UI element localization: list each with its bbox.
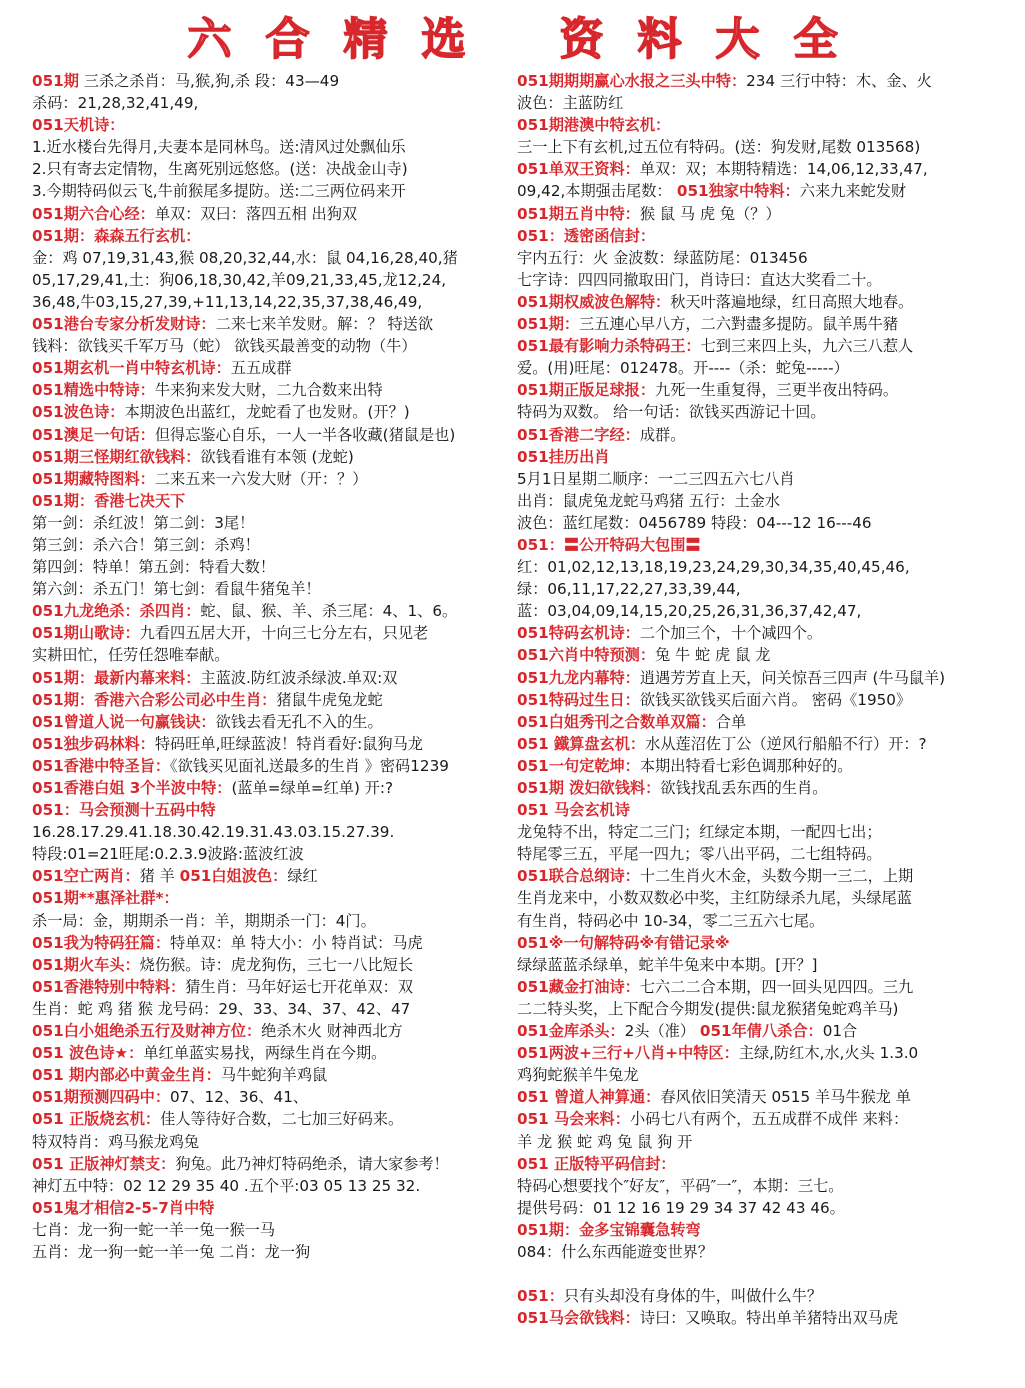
entry-heading: 051我为特码狂篇： [32,933,171,952]
title-char: 精 [343,14,388,65]
entry-heading: 051 曾道人神算通： [517,1088,661,1107]
text-line [32,225,527,247]
text-line [32,203,527,225]
entry-heading: 051期：金多宝锦囊急转弯 [517,1220,701,1239]
entry-text: 宇内五行：火 金波数：绿蓝防尾：013456 [517,248,808,267]
entry-text: 单红单蓝实易找，两绿生肖在今期。 [143,1044,387,1063]
entry-text: 合单 [715,712,747,731]
entry-heading: 051白小姐绝杀五行及财神方位： [32,1022,262,1041]
entry-heading: 051两波+三行+八肖+中特区： [517,1044,739,1063]
text-line [32,843,527,865]
entry-heading: 051：〓公开特码大包围〓 [517,535,701,554]
text-line [32,92,527,114]
entry-heading: 051期 泼妇欲钱料： [517,779,661,797]
title-char: 全 [793,14,838,65]
entry-text: 金：鸡 07,19,31,43,猴 08,20,32,44,水：鼠 04,16,28,40,猪 [32,248,458,267]
entry-text: 五肖：龙一狗一蛇一羊一兔 二肖：龙一狗 [32,1242,311,1261]
text-line [32,269,527,291]
entry-heading: 051 期内部必中黄金生肖： [32,1066,221,1085]
text-line [517,667,1012,689]
entry-heading: 051澳足一句话： [32,425,155,444]
text-line [32,865,527,887]
entry-heading: 051期权威波色解特： [517,292,671,311]
text-line [32,998,527,1020]
text-line [32,1020,527,1042]
entry-heading: 051期：森森五行玄机： [32,226,201,245]
entry-text: 3.今期特码似云飞,牛前猴尾多提防。送:二三两位码来开 [32,182,406,201]
text-line [517,578,1012,600]
entry-heading: 051六肖中特预测： [517,646,656,665]
entry-text: 特码心想要找个″好友″，平码″一″，本期：三七。 [517,1176,844,1195]
entry-text: 秋天叶落遍地绿，红日高照大地春。 [670,292,914,311]
entry-text: 绿红 [287,867,318,886]
entry-text: 十二生肖火木金，头数今期一三二，上期 [639,867,914,886]
text-line [517,401,1012,423]
entry-heading: 051精选中特诗： [32,381,155,400]
entry-text: 出肖：鼠虎兔龙蛇马鸡猪 五行：土金水 [517,491,781,510]
entry-heading: 051香港特别中特料： [32,977,186,996]
left-column [32,70,527,1263]
entry-heading: 051 正版神灯禁支： [32,1154,176,1173]
text-line [32,755,527,777]
text-line [32,954,527,976]
entry-text: 第四剑：特单！第五剑：特看大数！ [32,558,275,577]
entry-heading: 051期三怪期红欲钱料： [32,447,201,466]
text-line [517,777,1012,799]
text-line [32,1086,527,1108]
entry-heading: 051※一句解特码※有错记录※ [517,933,730,952]
entry-text: 2头（准） [624,1022,700,1041]
entry-heading: 051香港二字经： [517,425,640,444]
text-line [32,401,527,423]
text-line [517,313,1012,335]
title-char: 大 [715,14,760,65]
right-column [517,70,1012,1329]
text-line [32,689,527,711]
text-line [517,512,1012,534]
text-line [517,755,1012,777]
entry-text: 三杀之杀肖：马,猴,狗,杀 段：43—49 [78,72,340,90]
entry-heading: 051期六合心经： [32,204,155,223]
text-line [517,158,1012,180]
entry-text: 春风依旧笑清天 0515 羊马牛猴龙 单 [660,1088,911,1107]
entry-heading: 051期火车头： [32,955,140,974]
text-line [517,203,1012,225]
text-line [32,291,527,313]
text-line [32,313,527,335]
text-line [32,1064,527,1086]
entry-text: 红：01,02,12,13,18,19,23,24,29,30,34,35,40,45,46, [517,558,910,577]
entry-heading: 051波色诗： [32,403,125,422]
entry-text: 主蓝波.防红波杀绿波.单双:双 [200,668,398,687]
entry-text: 逍遇芳芳直上天，问关惊吾三四声 (牛马鼠羊) [639,668,946,687]
text-line [32,70,527,92]
entry-text: 单双：双曰：落四五相 出狗双 [154,204,358,223]
entry-text: 七肖：龙一狗一蛇一羊一兔一猴一马 [32,1220,275,1239]
text-line [517,225,1012,247]
text-line [517,335,1012,357]
text-line [517,1131,1012,1153]
text-line [517,1263,1012,1285]
text-line [517,1285,1012,1307]
entry-text: 兔 牛 蛇 虎 鼠 龙 [655,646,771,665]
text-line [32,600,527,622]
entry-heading: 051期 [32,72,79,90]
entry-text: 成群。 [639,425,686,444]
entry-heading: 051期五肖中特： [517,204,640,223]
entry-text: 佳人等待好合数，二七加三好码来。 [160,1110,404,1129]
entry-heading: 051期**惠泽社群*： [32,889,179,908]
text-line [517,821,1012,843]
entry-text: 牛来狗来发大财，二九合数来出特 [154,381,383,400]
entry-heading: 051 波色诗★： [32,1044,144,1063]
text-line [517,1153,1012,1175]
text-line [32,379,527,401]
entry-text: 生肖龙来中，小数双数必中奖，主红防绿杀九尾，头绿尾蓝 [517,889,912,908]
entry-heading: 051期：香港七决天下 [32,491,186,510]
entry-text: 七六二二合本期，四一回头见四四。三九 [639,977,914,996]
text-line [517,556,1012,578]
entry-text: 欲钱买欲钱买后面六肖。 密码《1950》 [639,690,912,709]
entry-text: 16.28.17.29.41.18.30.42.19.31.43.03.15.27.39. [32,823,395,842]
text-line [32,335,527,357]
entry-heading: 051期预测四码中： [32,1088,171,1107]
entry-heading: 051单双王资料： [517,160,640,179]
text-line [32,180,527,202]
entry-text: 有生肖，特码必中 10-34，零二三五六七尾。 [517,911,825,930]
text-line [32,424,527,446]
entry-heading: 051：马会预测十五码中特 [32,801,216,820]
entry-text: 羊 龙 猴 蛇 鸡 兔 鼠 狗 开 [517,1132,693,1151]
entry-text: 五五成群 [230,359,292,378]
entry-text: 提供号码：01 12 16 19 29 34 37 42 43 46。 [517,1198,845,1217]
text-line [32,1241,527,1263]
entry-heading: 051金库杀头： [517,1022,625,1041]
entry-heading: 051马会欲钱料： [517,1309,640,1328]
text-line [517,1241,1012,1263]
entry-heading: 051特码玄机诗： [517,624,640,643]
entry-text: 特段:01=21旺尾:0.2.3.9波路:蓝波红波 [32,845,304,864]
text-line [32,622,527,644]
entry-heading: 051期期期赢心水报之三头中特： [517,72,747,90]
text-line [517,910,1012,932]
text-line [32,711,527,733]
text-line [517,424,1012,446]
text-line [32,468,527,490]
entry-text: 07、12、36、41、 [170,1088,309,1107]
text-line [32,777,527,799]
entry-text: 5月1日星期二顺序：一二三四五六七八肖 [517,469,795,488]
text-line [517,114,1012,136]
text-line [32,932,527,954]
text-line [517,468,1012,490]
entry-text: 234 三行中特：木、金、火 [746,72,932,90]
entry-heading: 051期玄机一肖中特玄机诗： [32,359,231,378]
title-char: 选 [421,14,466,65]
text-line [517,1086,1012,1108]
entry-heading: 051一句定乾坤： [517,756,640,775]
text-line [32,1197,527,1219]
entry-heading: 051 正版特平码信封： [517,1154,676,1173]
entry-text: (蓝单=绿单=红单) 开:? [231,779,394,797]
entry-text: 波色：主蓝防红 [517,94,624,113]
entry-text: 神灯五中特：02 12 29 35 40 .五个平:03 05 13 25 32. [32,1176,421,1195]
entry-heading: 051期山歌诗： [32,624,140,643]
text-line [517,92,1012,114]
entry-text: 实耕田忙，任劳任怨唯奉献。 [32,646,230,665]
entry-text: 杀码：21,28,32,41,49, [32,94,199,113]
text-line [517,1219,1012,1241]
entry-heading: 051年倩八杀合： [699,1022,823,1041]
text-line [517,357,1012,379]
text-line [517,887,1012,909]
entry-text: 二来七来羊发财。解：？ 特送欲 [215,315,434,334]
entry-heading: 051期：最新内幕来料： [32,668,201,687]
entry-text: 七到三来四上头，九六三八惹人 [700,337,914,356]
entry-text: 二二特头奖，上下配合今期发(提供:鼠龙猴猪兔蛇鸡羊马) [517,999,899,1018]
entry-text: 第一剑：杀红波！第二剑：3尾！ [32,513,255,532]
entry-text: 小码七八有两个，五五成群不成伴 来料： [629,1110,909,1129]
text-line [32,887,527,909]
text-line [32,556,527,578]
text-line [517,70,1012,92]
entry-heading: 051独家中特料： [671,182,800,201]
entry-heading: 051 马会玄机诗 [517,801,630,820]
entry-text: 猴 鼠 马 虎 兔（？） [639,204,781,223]
entry-heading: 051白姐波色： [179,867,288,886]
text-line [517,534,1012,556]
text-line [32,114,527,136]
entry-heading: 051最有影响力杀特码王： [517,337,701,356]
entry-text: 本期出特看七彩色调那种好的。 [639,756,853,775]
text-line [517,976,1012,998]
entry-heading: 051香港中特圣旨： [32,756,171,775]
title-char: 资 [559,14,604,65]
entry-text: 猜生肖：马年好运七开花单双：双 [185,977,414,996]
entry-text: 绝杀木火 财神西北方 [261,1022,403,1041]
text-line [517,954,1012,976]
title-char: 合 [265,14,310,65]
text-line [517,998,1012,1020]
entry-text: 2.只有寄去定情物，生离死别远悠悠。(送：决战金山寺) [32,160,408,179]
entry-text: 主绿,防红木,水,火头 1.3.0 [738,1044,919,1063]
text-line [517,1020,1012,1042]
text-line [32,733,527,755]
entry-text: 05,17,29,41,土：狗06,18,30,42,羊09,21,33,45,龙12,24, [32,270,447,289]
entry-text: 09,42,本期强击尾数： [517,182,672,201]
entry-heading: 051港台专家分析发财诗： [32,315,216,334]
text-line [32,357,527,379]
text-line [32,534,527,556]
text-line [32,976,527,998]
text-line [517,1175,1012,1197]
text-line [32,1042,527,1064]
entry-heading: 051： [517,1287,564,1306]
text-line [517,1307,1012,1329]
entry-heading: 051白姐秀刊之合数单双篇： [517,712,716,731]
entry-text: 七字诗：四四同撤取田门，肖诗曰：直达大奖看二十。 [517,270,882,289]
text-line [517,1197,1012,1219]
text-line [32,578,527,600]
entry-text: 绿：06,11,17,22,27,33,39,44, [517,580,741,599]
entry-text: 欲钱看谁有本领 (龙蛇) [200,447,354,466]
text-line [517,247,1012,269]
entry-heading: 051联合总纲诗： [517,867,640,886]
entry-text: 六来九来蛇发财 [799,182,907,201]
entry-text: 蛇、鼠、猴、羊、杀三尾：4、1、6。 [200,602,458,621]
entry-text: 猪 羊 [139,867,180,886]
entry-heading: 051：透密函信封： [517,226,656,245]
entry-text: 鸡狗蛇猴羊牛兔龙 [517,1066,639,1085]
entry-heading: 051天机诗： [32,116,125,135]
entry-text: 诗曰：又唤取。特出单羊猪特出双马虎 [639,1309,899,1328]
entry-heading: 051空亡两肖： [32,867,140,886]
entry-text: 绿绿蓝蓝杀绿单，蛇羊牛兔来中本期。[开？] [517,955,818,974]
entry-text: 第三剑：杀六合！第三剑：杀鸡！ [32,535,260,554]
entry-text: 本期波色出蓝红，龙蛇看了也发财。(开？) [124,403,410,422]
text-line [32,512,527,534]
entry-text: 第六剑：杀五门！第七剑：看鼠牛猪兔羊！ [32,580,321,599]
entry-text: 特码旺单,旺绿蓝波！特肖看好:鼠狗马龙 [154,734,423,753]
entry-text: 特单双：单 特大小：小 特肖试：马虎 [170,933,423,952]
entry-text: 欲钱找乱丢东西的生肖。 [660,779,828,797]
entry-text: 084：什么东西能遊变世界？ [517,1242,714,1261]
text-line [32,490,527,512]
text-line [517,644,1012,666]
entry-text: 九死一生重复得，三更半夜出特码。 [655,381,899,400]
entry-heading: 051九龙内幕特： [517,668,640,687]
entry-text: 马牛蛇狗羊鸡鼠 [220,1066,328,1085]
entry-heading: 051期藏特图料： [32,469,155,488]
entry-heading: 051特码过生日： [517,690,640,709]
text-line [32,910,527,932]
text-line [32,644,527,666]
entry-text: 但得忘鉴心自乐，一人一半各收藏(猪鼠是也) [154,425,456,444]
entry-text: 欲钱去看无孔不入的生。 [215,712,383,731]
entry-heading: 051九龙绝杀：杀四肖： [32,602,201,621]
entry-heading: 051期正版足球报： [517,381,656,400]
entry-heading: 051香港白姐 3个半波中特： [32,779,232,797]
entry-heading: 051曾道人说一句赢钱诀： [32,712,216,731]
text-line [517,136,1012,158]
text-line [32,1153,527,1175]
text-line [32,667,527,689]
text-line [517,1064,1012,1086]
entry-text: 特码为双数。 给一句话：欲钱买西游记十回。 [517,403,826,422]
entry-text: 1.近水楼台先得月,夫妻本是同林鸟。送:清风过处飘仙乐 [32,138,406,157]
title-char: 六 [187,14,232,65]
entry-heading: 051期：香港六合彩公司必中生肖： [32,690,277,709]
entry-text: 01合 [822,1022,858,1041]
entry-text: 特尾零三五，平尾一四九；零八出平码，二七组特码。 [517,845,882,864]
entry-text: 爱。(用)旺尾：012478。开----（杀：蛇兔-----） [517,359,849,378]
text-line [517,843,1012,865]
entry-text: 猪鼠牛虎兔龙蛇 [276,690,383,709]
text-line [517,865,1012,887]
entry-heading: 051期港澳中特玄机： [517,116,671,135]
text-line [32,1108,527,1130]
text-line [32,136,527,158]
entry-text: 狗兔。此乃神灯特码绝杀，请大家参考！ [175,1154,449,1173]
entry-text: 生肖：蛇 鸡 猪 猴 龙号码：29、33、34、37、42、47 [32,999,411,1018]
text-line [517,269,1012,291]
text-line [517,1108,1012,1130]
entry-text: 《欲钱买见面礼送最多的生肖 》密码1239 [170,756,449,775]
text-line [32,1131,527,1153]
text-line [517,291,1012,313]
text-line [517,733,1012,755]
entry-text: 蓝：03,04,09,14,15,20,25,26,31,36,37,42,47, [517,602,862,621]
title-char: 料 [637,14,682,65]
entry-heading: 051鬼才相信2-5-7肖中特 [32,1198,215,1217]
text-line [32,821,527,843]
entry-heading: 051独步码林料： [32,734,155,753]
entry-text: 水从莲沼佐丁公（逆风行船船不行）开：? [645,734,927,753]
text-line [32,247,527,269]
text-line [517,799,1012,821]
entry-text: 波色：蓝红尾数：0456789 特段：04---12 16---46 [517,513,872,532]
text-line [517,932,1012,954]
entry-text: 36,48,牛03,15,27,39,+11,13,14,22,35,37,38,46,49, [32,292,423,311]
text-line [517,622,1012,644]
text-line [517,600,1012,622]
entry-text: 烧伤猴。诗：虎龙狗伤，三七一八比短长 [139,955,414,974]
entry-text: 杀一局：金，期期杀一肖：羊，期期杀一门：4门。 [32,911,376,930]
entry-text: 九看四五居大开，十向三七分左右，只见老 [139,624,429,643]
entry-heading: 051藏金打油诗： [517,977,640,996]
entry-text: 三一上下有玄机,过五位有特码。(送：狗发财,尾数 013568) [517,138,921,157]
text-line [517,1042,1012,1064]
text-line [32,1175,527,1197]
entry-heading: 051期： [517,315,580,334]
entry-text: 龙兔特不出，特定二三门；红绿定本期，一配四七出； [517,823,882,842]
entry-text: 钱料：欲钱买千军万马（蛇） 欲钱买最善变的动物（牛） [32,337,417,356]
entry-heading: 051 正版烧玄机： [32,1110,161,1129]
entry-text: 二个加三个，十个减四个。 [639,624,823,643]
text-line [32,799,527,821]
entry-text: 只有头却没有身体的牛，叫做什么牛？ [563,1287,823,1306]
entry-text: 二来五来一六发大财（开：？） [154,469,368,488]
entry-text: 三五連心早八方，二六對盡多提防。鼠羊馬牛豬 [579,315,899,334]
entry-heading: 051挂历出肖 [517,447,610,466]
entry-text: 特双特肖：鸡马猴龙鸡兔 [32,1132,200,1151]
text-line [517,446,1012,468]
text-line [32,1219,527,1241]
text-line [517,490,1012,512]
text-line [517,689,1012,711]
entry-text: 单双：双；本期特精选：14,06,12,33,47, [639,160,928,179]
page-title [0,12,1025,68]
text-line [32,446,527,468]
text-line [517,711,1012,733]
text-line [517,379,1012,401]
entry-heading: 051 马会来料： [517,1110,630,1129]
text-line [517,180,1012,202]
entry-heading: 051 鐵算盘玄机： [517,734,646,753]
text-line [32,158,527,180]
